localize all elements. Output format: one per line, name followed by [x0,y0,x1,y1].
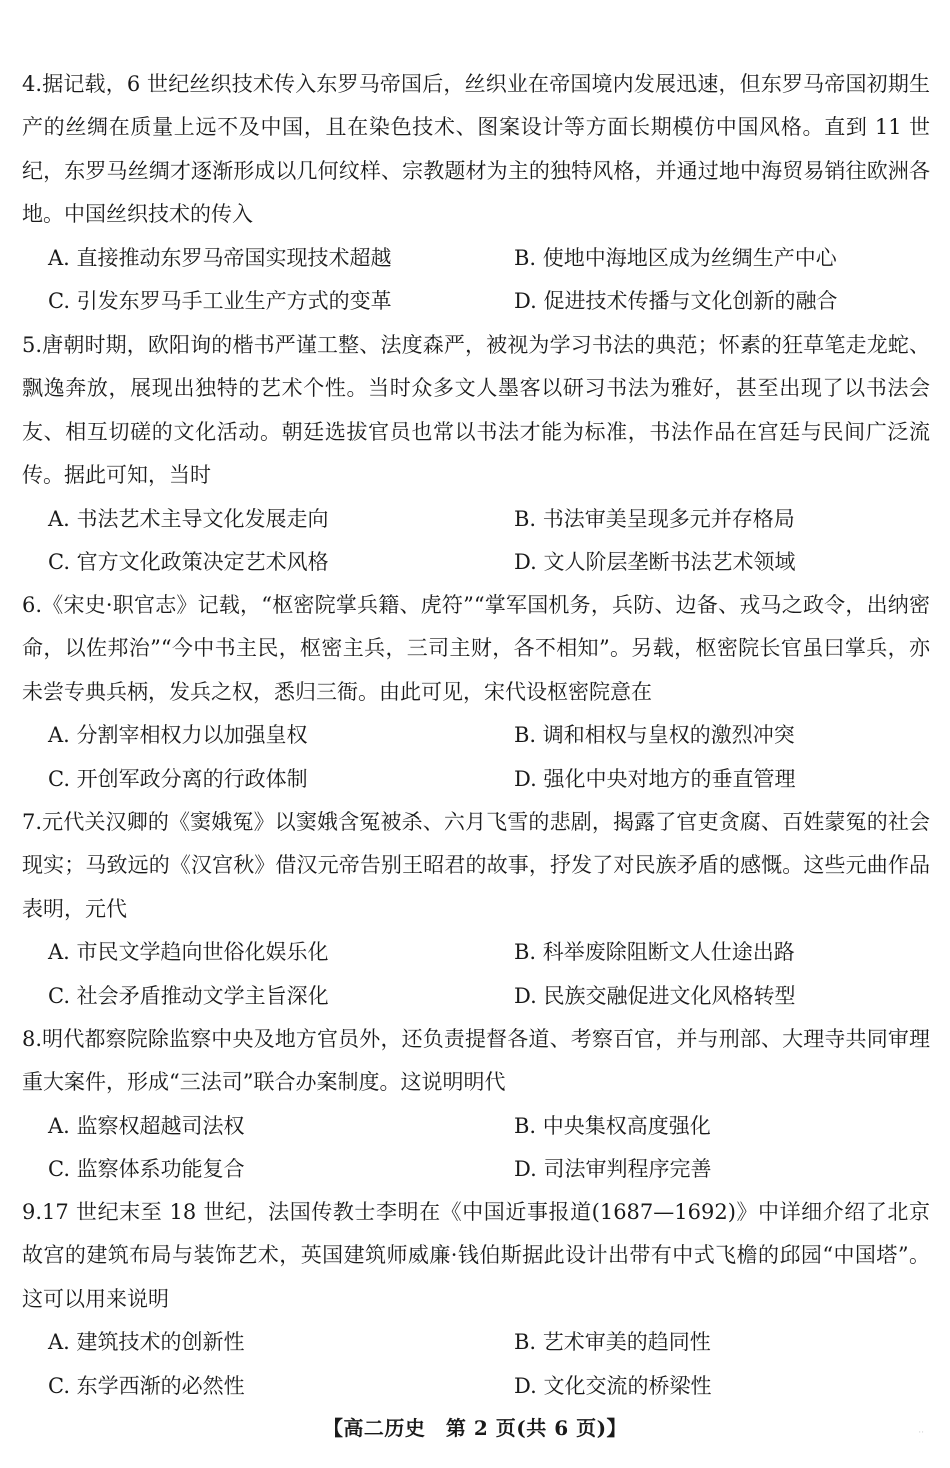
option-c: C. 开创军政分离的行政体制 [48,766,308,791]
option-d: D. 文人阶层垄断书法艺术领域 [514,550,796,575]
question-stem: 6.《宋史·职官志》记载，“枢密院掌兵籍、虎符”“掌军国机务，兵防、边备、戎马之政令，出纳密命，以佐邦治”“今中书主民，枢密主兵，三司主财，各不相知”。另载，枢密院长官虽曰掌兵，亦未尝专典兵柄，发兵之权，悉归三衙。由此可见，宋代设枢密院意在 [22,593,930,704]
option-c: C. 东学西渐的必然性 [48,1373,245,1398]
question-6 [22,584,930,801]
option-c: C. 引发东罗马手工业生产方式的变革 [48,289,392,314]
question-stem: 8.明代都察院除监察中央及地方官员外，还负责提督各道、考察百官，并与刑部、大理寺共同审理重大案件，形成“三法司”联合办案制度。这说明明代 [22,1027,930,1095]
option-b: B. 使地中海地区成为丝绸生产中心 [514,245,837,270]
options-grid [22,1321,930,1408]
option-d: D. 强化中央对地方的垂直管理 [514,766,796,791]
options-grid [22,931,930,1018]
option-a: A. 市民文学趋向世俗化娱乐化 [48,940,329,965]
option-a: A. 分割宰相权力以加强皇权 [48,723,308,748]
option-d: D. 民族交融促进文化风格转型 [514,983,796,1008]
question-5 [22,324,930,584]
option-d: D. 促进技术传播与文化创新的融合 [514,289,838,314]
option-b: B. 艺术审美的趋同性 [514,1330,711,1355]
option-a: A. 监察权超越司法权 [48,1113,245,1138]
page-footer [0,1413,950,1443]
option-a: A. 建筑技术的创新性 [48,1330,245,1355]
option-c: C. 社会矛盾推动文学主旨深化 [48,983,329,1008]
question-stem: 5.唐朝时期，欧阳询的楷书严谨工整、法度森严，被视为学习书法的典范；怀素的狂草笔走龙蛇、飘逸奔放，展现出独特的艺术个性。当时众多文人墨客以研习书法为雅好，甚至出现了以书法会友、相互切磋的文化活动。朝廷选拔官员也常以书法才能为标准，书法作品在宫廷与民间广泛流传。据此可知，当时 [22,333,930,488]
question-7 [22,801,930,1018]
option-c: C. 官方文化政策决定艺术风格 [48,550,329,575]
option-c: C. 监察体系功能复合 [48,1157,245,1182]
option-b: B. 书法审美呈现多元并存格局 [514,506,795,531]
footer-text: 【高二历史 第 2 页(共 6 页)】 [322,1416,628,1440]
question-stem: 9.17 世纪末至 18 世纪，法国传教士李明在《中国近事报道(1687—1692)》中详细介绍了北京故宫的建筑布局与装饰艺术，英国建筑师威廉·钱伯斯据此设计出带有中式飞檐的邱园“中国塔”。这可以用来说明 [22,1200,930,1311]
options-grid [22,237,930,324]
question-8 [22,1018,930,1192]
options-grid [22,498,930,585]
options-grid [22,1105,930,1192]
options-grid [22,714,930,801]
question-stem: 7.元代关汉卿的《窦娥冤》以窦娥含冤被杀、六月飞雪的悲剧，揭露了官吏贪腐、百姓蒙冤的社会现实；马致远的《汉宫秋》借汉元帝告别王昭君的故事，抒发了对民族矛盾的感慨。这些元曲作品表明，元代 [22,810,930,921]
option-a: A. 直接推动东罗马帝国实现技术超越 [48,245,392,270]
option-b: B. 中央集权高度强化 [514,1113,711,1138]
option-d: D. 司法审判程序完善 [514,1157,712,1182]
option-b: B. 科举废除阻断文人仕途出路 [514,940,795,965]
option-a: A. 书法艺术主导文化发展走向 [48,506,329,531]
option-b: B. 调和相权与皇权的激烈冲突 [514,723,795,748]
option-d: D. 文化交流的桥梁性 [514,1373,712,1398]
question-9 [22,1191,930,1408]
question-4 [22,63,930,323]
corner-dots-icon: ·· [918,1428,924,1438]
question-stem: 4.据记载，6 世纪丝织技术传入东罗马帝国后，丝织业在帝国境内发展迅速，但东罗马帝国初期生产的丝绸在质量上远不及中国，且在染色技术、图案设计等方面长期模仿中国风格。直到 11 世纪，东罗马丝绸才逐渐形成以几何纹样、宗教题材为主的独特风格，并通过地中海贸易销往欧洲各地。中国丝织技术的传入 [22,72,930,227]
